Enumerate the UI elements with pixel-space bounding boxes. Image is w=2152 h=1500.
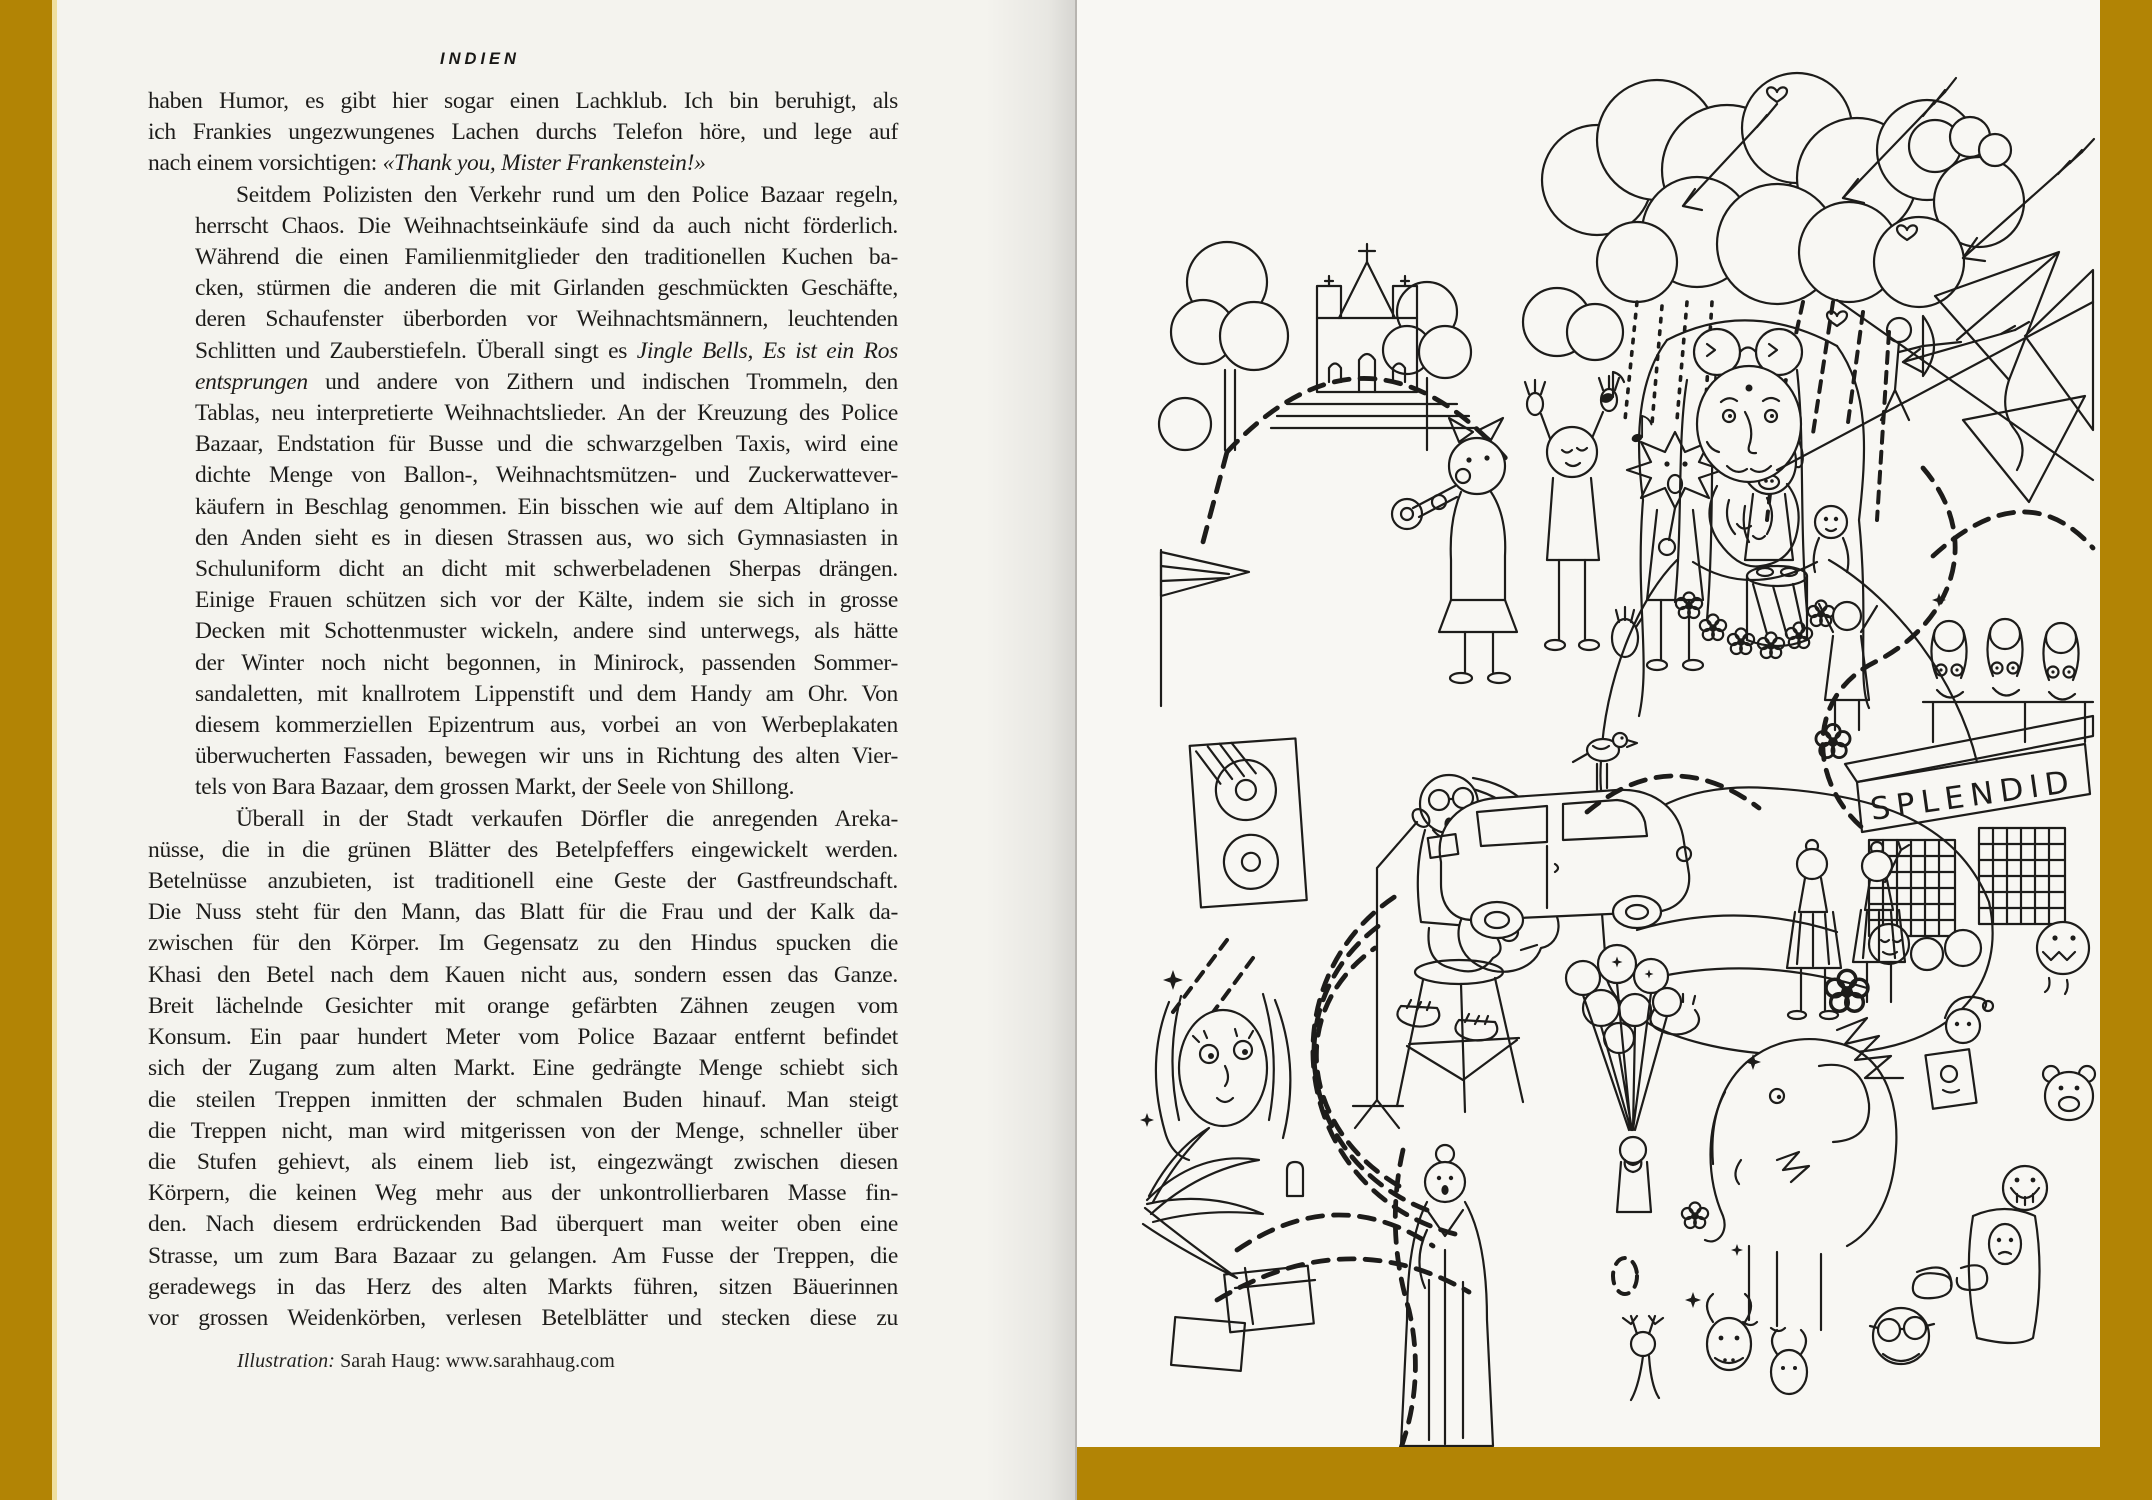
text-line: vor grossen Weidenkörben, verlesen Betelblätter und stecken diese zu <box>148 1304 898 1331</box>
seller-figure <box>1617 1137 1651 1212</box>
bear-face <box>2043 1066 2095 1120</box>
dashed-oval <box>1613 1258 1637 1294</box>
text-line: cken, stürmen die anderen die mit Girlanden geschmückten Geschäfte, <box>195 275 898 302</box>
text-line: die Treppen nicht, man wird mitgerissen von der Menge, schneller über <box>148 1117 898 1144</box>
text-line: Khasi den Betel nach dem Kauen nicht aus, sondern essen das Ganze. <box>148 961 898 988</box>
text-line: der Winter noch nicht begonnen, in Minirock, passenden Sommer- <box>195 649 898 676</box>
text-line: Decken mit Schottenmuster wickeln, andere sind unterwegs, als hätte <box>195 618 898 645</box>
paragraph-bara-bazaar <box>148 804 898 1334</box>
text-line: Betelnüsse anzubieten, ist traditionell eine Geste der Gastfreundschaft. <box>148 868 898 895</box>
paragraph-police-bazaar <box>195 180 898 804</box>
text-line: ich Frankies ungezwungenes Lachen durchs Telefon höre, und lege auf <box>148 119 898 146</box>
crates-and-bottle <box>1171 1162 1315 1371</box>
figurine <box>2043 623 2078 700</box>
palm-leaves <box>1143 1128 1263 1278</box>
goggle-man <box>1870 1308 1934 1364</box>
page-curl-shadow <box>985 0 1075 1500</box>
text-line: Tablas, neu interpretierte Weihnachtslieder. An der Kreuzung des Police <box>195 400 898 427</box>
illustration-credit-text: Sarah Haug: www.sarahhaug.com <box>334 1350 615 1372</box>
text-line: Konsum. Ein paar hundert Meter vom Police Bazaar entfernt befindet <box>148 1024 898 1051</box>
bird-icon <box>1573 733 1637 790</box>
paragraph-continuation <box>148 86 898 180</box>
speaker-icon <box>1190 738 1307 907</box>
woman-face <box>1156 994 1290 1160</box>
monster-face <box>2037 922 2089 994</box>
text-line: Breit lächelnde Gesichter mit orange gefärbten Zähnen zeugen vom <box>148 992 898 1019</box>
figurine <box>1931 621 1966 698</box>
text-line: dichte Menge von Ballon-, Weihnachtsmützen- und Zuckerwattever- <box>195 462 898 489</box>
text-line: zwischen für den Körper. Im Gegensatz zu den Hindus spucken die <box>148 930 898 957</box>
trumpet-player <box>1392 418 1517 683</box>
body-text <box>148 86 898 1334</box>
text-line: Überall in der Stadt verkaufen Dörfler die anregenden Areka- <box>236 805 898 832</box>
text-line: Seitdem Polizisten den Verkehr rund um den Police Bazaar regeln, <box>236 181 898 208</box>
text-line: herrscht Chaos. Die Weihnachtseinkäufe sind da auch nicht förderlich. <box>195 212 898 239</box>
archer-figure <box>1881 316 1961 420</box>
flag-icon <box>1161 550 1249 706</box>
text-line: Schlitten und Zauberstiefeln. Überall singt es Jingle Bells, Es ist ein Ros <box>195 337 899 364</box>
illustration-page <box>1077 0 2100 1447</box>
lattice-window <box>1979 828 2065 924</box>
text-line: den Anden sieht es in diesen Strassen aus, wo sich Gymnasiasten in <box>195 524 898 551</box>
cinema-sign-text: SPLENDID <box>1868 763 2077 828</box>
text-line: nach einem vorsichtigen: «Thank you, Mister Frankenstein!» <box>148 150 706 177</box>
scribble-coil <box>1913 1265 1987 1298</box>
text-line: den. Nach diesem erdrückenden Bad überquert man weiter oben eine <box>148 1211 898 1238</box>
text-line: die steilen Treppen inmitten der schmalen Buden hinauf. Man steigt <box>148 1086 898 1113</box>
text-line: die Stufen gehievt, als einem lieb ist, eingezwängt zwischen diesen <box>148 1148 898 1175</box>
text-line: diesem kommerziellen Epizentrum aus, vorbei an von Werbeplakaten <box>195 712 898 739</box>
smiley-face <box>2003 1166 2047 1210</box>
illustration-credit-label: Illustration: <box>237 1350 335 1372</box>
text-line: Die Nuss steht für den Mann, das Blatt für die Frau und der Kalk da- <box>148 899 898 926</box>
text-line: entsprungen und andere von Zithern und indischen Trommeln, den <box>195 368 898 395</box>
figurine-row-group <box>1923 619 2093 742</box>
text-line: nüsse, die in die grünen Blätter des Betelpfeffers eingewickelt werden. <box>148 836 898 863</box>
text-line: überwucherten Fassaden, bewegen wir uns in Richtung des alten Vier- <box>195 743 898 770</box>
taxi-car-group <box>1428 733 1691 938</box>
text-line: sandaletten, mit knallrotem Lippenstift und dem Handy am Ohr. Von <box>195 680 898 707</box>
cow-head <box>1771 1330 1807 1394</box>
text-line: Körpern, die keinen Weg mehr aus der unkontrollierbaren Masse fin- <box>148 1180 898 1207</box>
left-cover-accent-bar <box>0 0 52 1500</box>
figurine <box>1987 619 2022 696</box>
long-haired-girl <box>1969 1209 2040 1343</box>
section-header: INDIEN <box>440 50 520 68</box>
text-line: tels von Bara Bazaar, dem grossen Markt, der Seele von Shillong. <box>195 774 795 801</box>
text-line: deren Schaufenster überborden vor Weihnachtsmännern, leuchtenden <box>195 306 898 333</box>
text-line: Bazaar, Endstation für Busse und die schwarzgelben Taxis, wird eine <box>195 431 898 458</box>
right-page <box>1077 0 2152 1500</box>
robed-figure <box>1401 1145 1493 1446</box>
text-line: sich der Zugang zum alten Markt. Eine gedrängte Menge schiebt sich <box>148 1055 898 1082</box>
left-page <box>57 0 1075 1500</box>
cheering-figure <box>1525 376 1619 650</box>
deer-head <box>1623 1316 1663 1400</box>
illustration-svg <box>1077 0 2100 1447</box>
text-line: Schuluniform dicht an dicht mit schwerbeladenen Sherpas drängen. <box>195 556 898 583</box>
text-line: geradewegs in das Herz des alten Markts führen, sitzen Bäuerinnen <box>148 1273 898 1300</box>
elephant-group <box>1705 1039 1896 1331</box>
text-line: haben Humor, es gibt hier sogar einen Lachklub. Ich bin beruhigt, als <box>148 88 898 114</box>
text-line: Während die einen Familienmitglieder den traditionellen Kuchen ba- <box>195 244 898 271</box>
text-line: Strasse, um zum Bara Bazaar zu gelangen. Am Fusse der Treppen, die <box>148 1242 898 1269</box>
text-line: käufern in Beschlag genommen. Ein bisschen wie auf dem Altiplano in <box>195 493 898 520</box>
illustration-credit <box>237 1350 615 1373</box>
text-line: Einige Frauen schützen sich vor der Kälte, indem sie sich in grosse <box>195 587 898 614</box>
cow-head <box>1707 1294 1751 1370</box>
